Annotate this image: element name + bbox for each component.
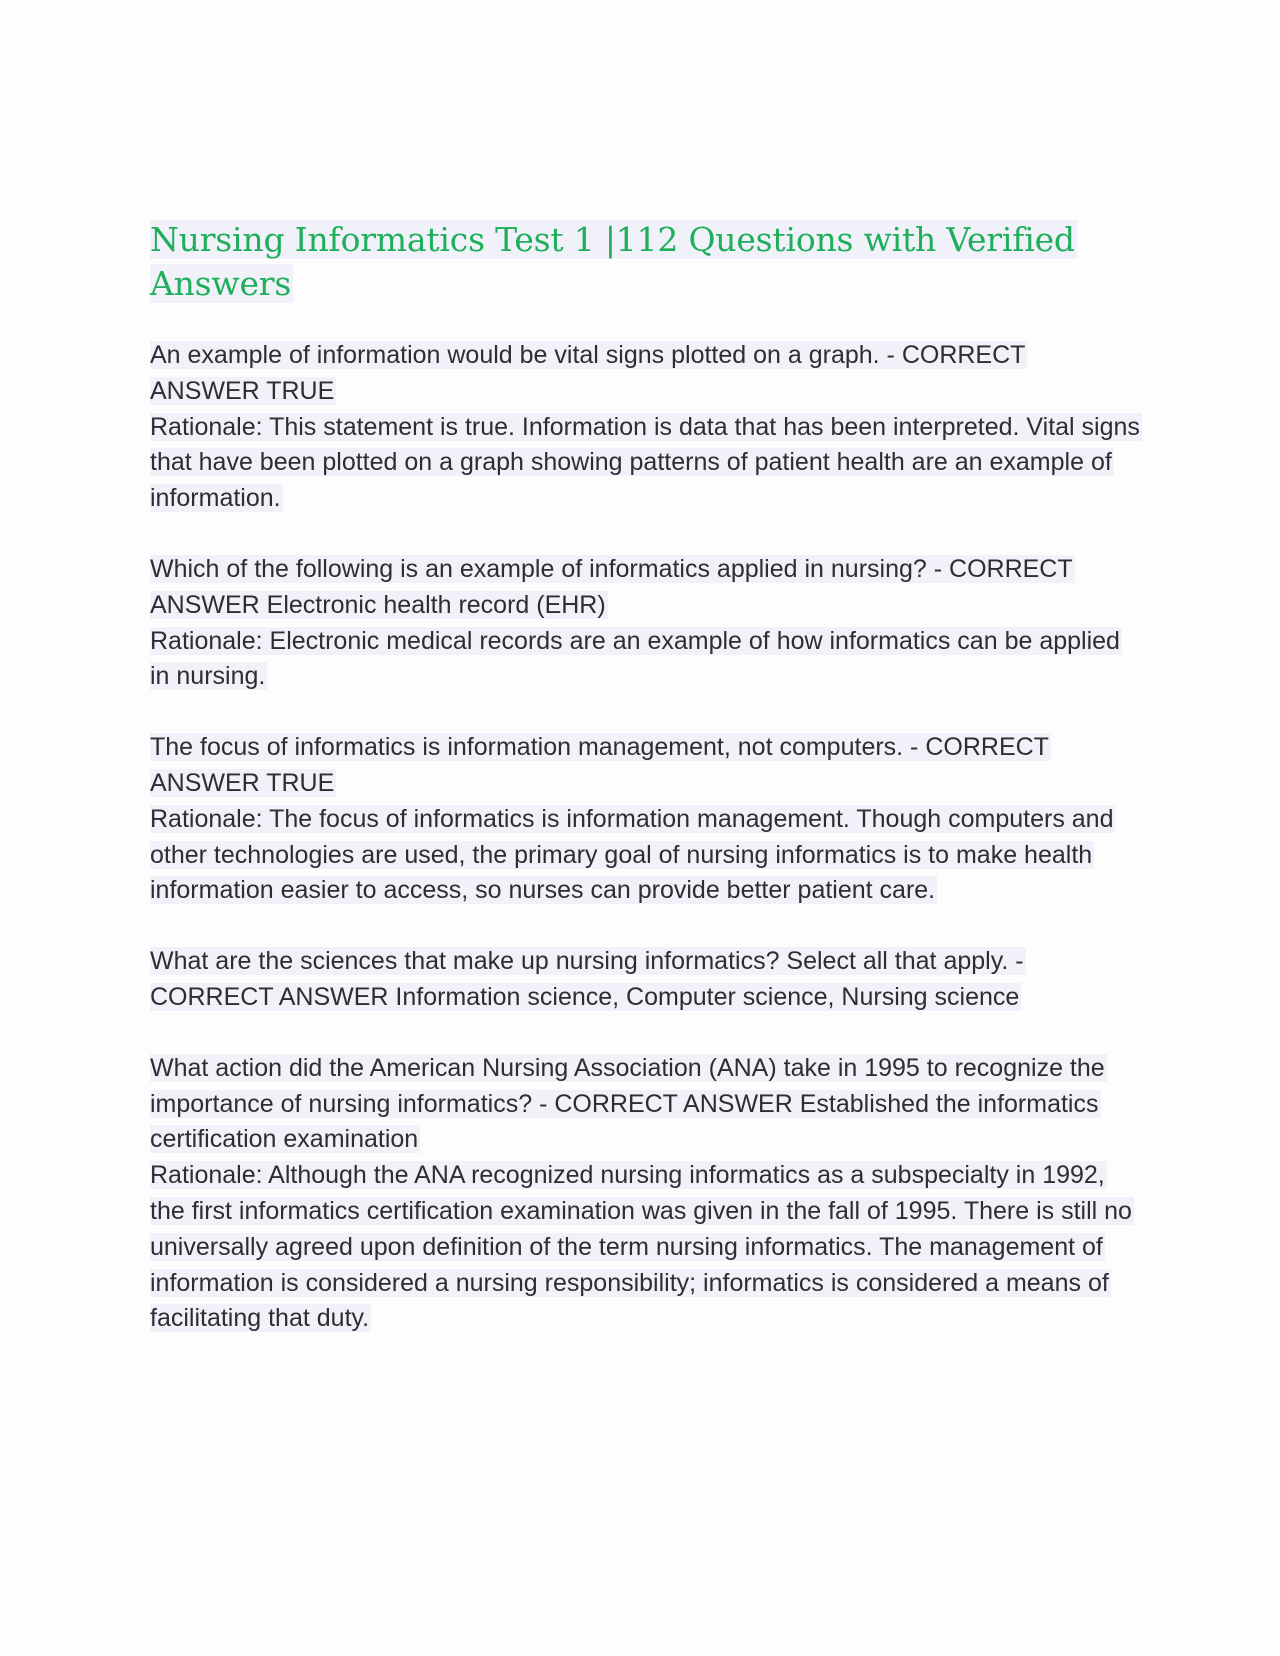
rationale-text — [150, 802, 1140, 909]
rationale-3-text: Rationale: The focus of informatics is information management. Though computers and other technologies are used, the primary goal of nursing informatics is to make health information easier to access, so nurses can provide better patient care. — [150, 804, 1114, 905]
question-text — [150, 1051, 1140, 1158]
question-text — [150, 944, 1140, 1016]
document-title-text: Nursing Informatics Test 1 |112 Questions with Verified Answers — [150, 220, 1075, 303]
question-text — [150, 338, 1140, 410]
qa-item-2 — [150, 552, 1140, 695]
question-1-text: An example of information would be vital signs plotted on a graph. - CORRECT ANSWER TRUE — [150, 341, 1026, 405]
question-text — [150, 552, 1140, 624]
question-2-text: Which of the following is an example of informatics applied in nursing? - CORRECT ANSWER Electronic health record (EHR) — [150, 554, 1073, 619]
rationale-2-text: Rationale: Electronic medical records are an example of how informatics can be applied in nursing. — [150, 626, 1120, 691]
qa-item-3 — [150, 730, 1140, 909]
document-content — [150, 218, 1140, 1372]
qa-item-1 — [150, 338, 1140, 517]
rationale-text — [150, 410, 1140, 517]
rationale-text — [150, 1158, 1140, 1337]
qa-item-4 — [150, 944, 1140, 1016]
question-text — [150, 730, 1140, 802]
question-5-text: What action did the American Nursing Association (ANA) take in 1995 to recognize the importance of nursing informatics? - CORRECT ANSWER Established the informatics certification examination — [150, 1053, 1105, 1154]
rationale-5-text: Rationale: Although the ANA recognized nursing informatics as a subspecialty in 1992, the first informatics certification examination was given in the fall of 1995. There is still no universally agreed upon definition of the term nursing informatics. The management of information is considered a nursing responsibility; informatics is considered a means of facilitating that duty. — [150, 1161, 1132, 1333]
question-4-text: What are the sciences that make up nursing informatics? Select all that apply. - CORRECT ANSWER Information science, Computer science, Nursing science — [150, 947, 1024, 1011]
rationale-text — [150, 624, 1140, 696]
question-3-text: The focus of informatics is information management, not computers. - CORRECT ANSWER TRUE — [150, 733, 1049, 797]
document-title — [150, 218, 1140, 306]
qa-item-5 — [150, 1051, 1140, 1337]
rationale-1-text: Rationale: This statement is true. Information is data that has been interpreted. Vital signs that have been plotted on a graph showing patterns of patient health are an example of information. — [150, 412, 1140, 513]
